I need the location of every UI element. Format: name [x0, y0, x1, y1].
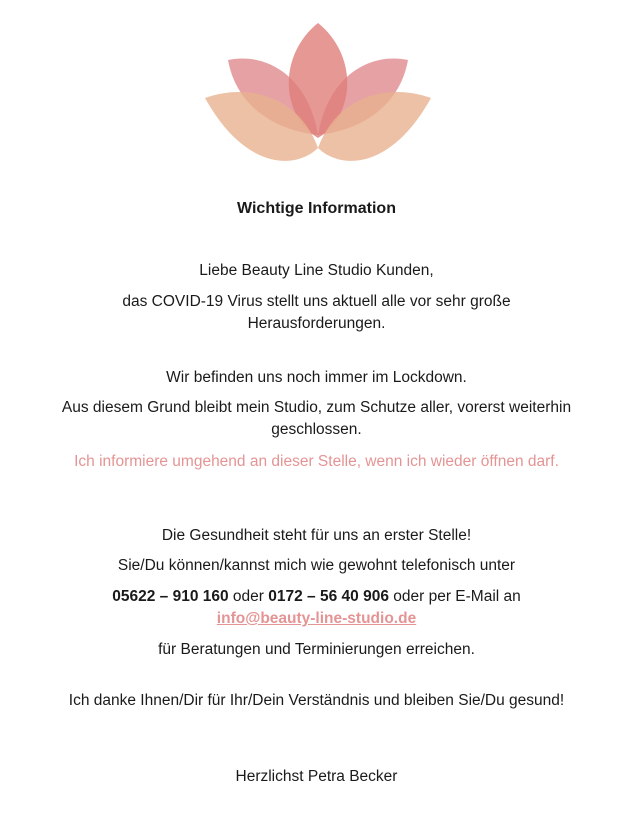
- paragraph-contact: [60, 586, 573, 630]
- contact-email-intro: oder per E-Mail an: [388, 588, 521, 605]
- paragraph-closed: Aus diesem Grund bleibt mein Studio, zum Schutze aller, vorerst weiterhin geschlossen.: [61, 399, 572, 438]
- paragraph-health: Die Gesundheit steht für uns an erster Stelle!: [161, 527, 472, 544]
- lotus-icon: [205, 23, 431, 161]
- phone-number-landline[interactable]: 05622 – 910 160: [112, 588, 229, 605]
- contact-or-text: oder: [228, 588, 269, 605]
- lotus-logo: [200, 20, 436, 168]
- phone-number-mobile[interactable]: 0172 – 56 40 906: [268, 588, 389, 605]
- signature: Herzlichst Petra Becker: [235, 768, 398, 785]
- paragraph-covid: das COVID-19 Virus stellt uns aktuell alle vor sehr große Herausforderungen.: [122, 293, 511, 332]
- email-link[interactable]: info@beauty-line-studio.de: [216, 610, 417, 627]
- paragraph-purpose: für Beratungen und Terminierungen erreichen.: [158, 641, 475, 658]
- page-title: Wichtige Information: [237, 200, 396, 217]
- paragraph-contact-intro: Sie/Du können/kannst mich wie gewohnt telefonisch unter: [117, 557, 516, 574]
- paragraph-lockdown: Wir befinden uns noch immer im Lockdown.: [166, 369, 467, 386]
- paragraph-reopen-notice: Ich informiere umgehend an dieser Stelle, wenn ich wieder öffnen darf.: [74, 453, 559, 470]
- paragraph-thanks: Ich danke Ihnen/Dir für Ihr/Dein Verständnis und bleiben Sie/Du gesund!: [68, 692, 565, 709]
- greeting: Liebe Beauty Line Studio Kunden,: [199, 262, 434, 279]
